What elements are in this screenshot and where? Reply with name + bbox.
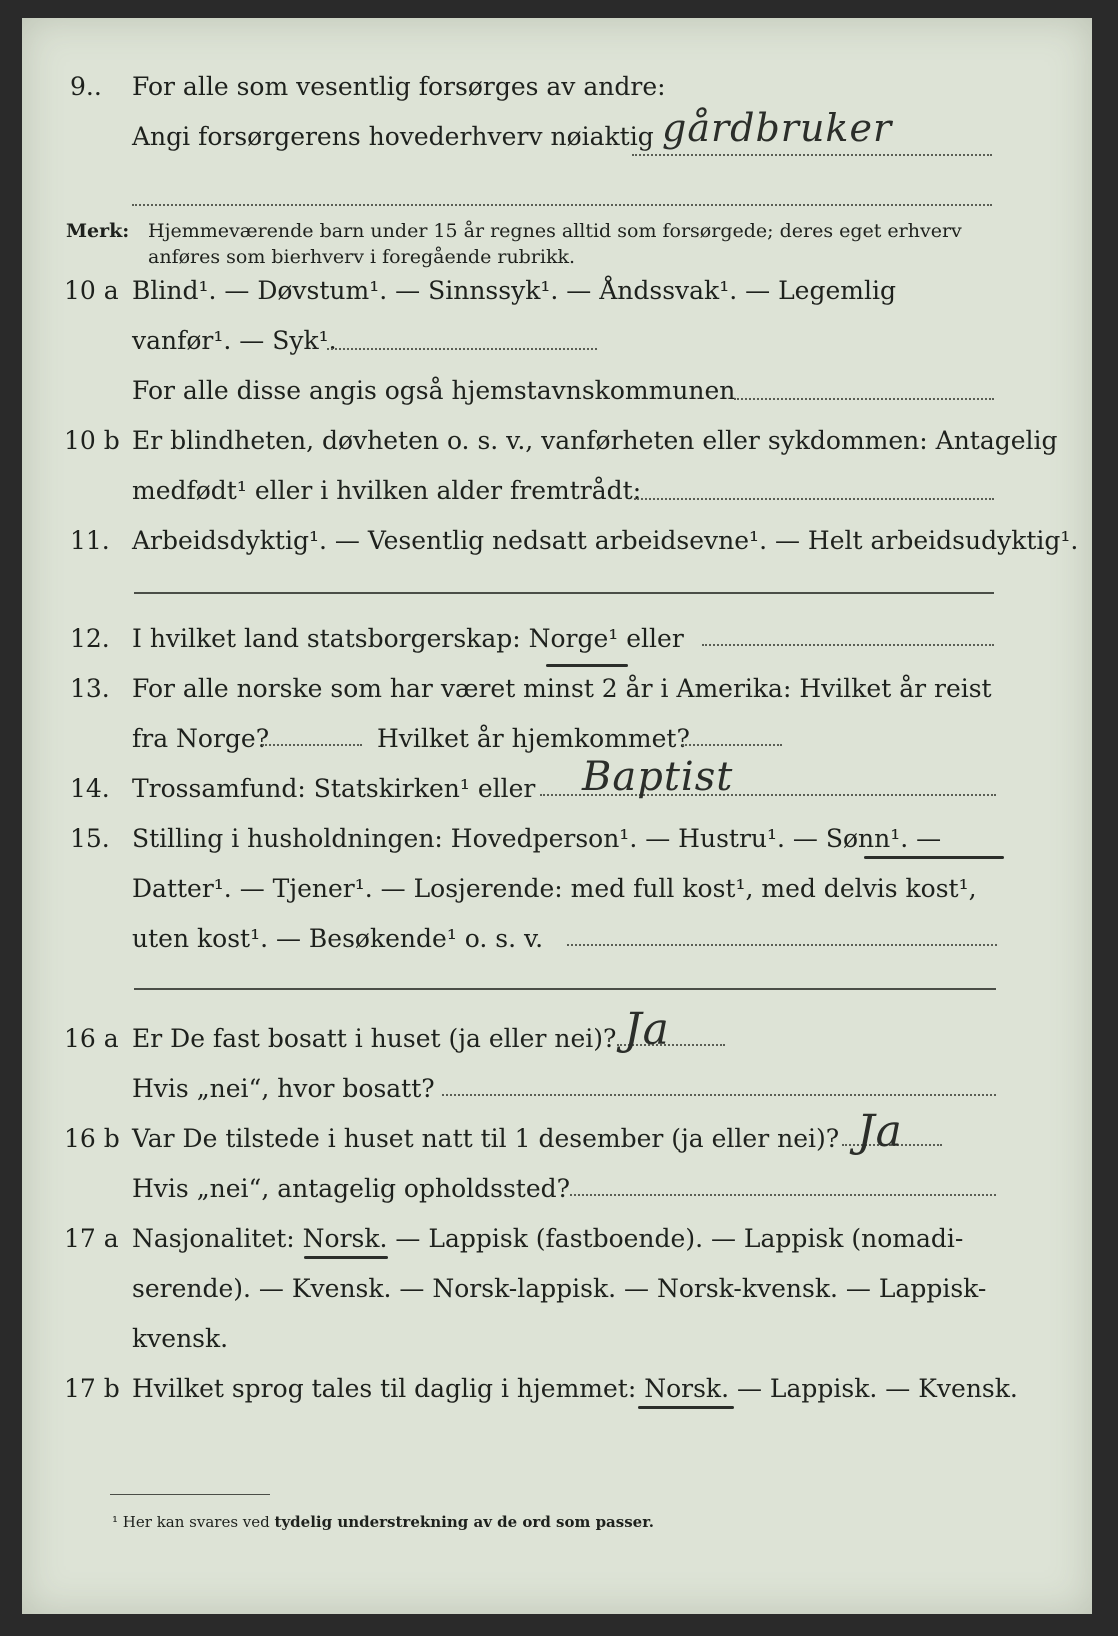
q10a-hjemstavn-line[interactable] (734, 398, 994, 400)
q10b-question-2: medfødt¹ eller i hvilken alder fremtrådt: (132, 476, 642, 505)
census-form-page (22, 18, 1092, 1614)
footnote (112, 1513, 654, 1531)
q16a-number: 16 a (64, 1024, 119, 1053)
q12-number: 12. (70, 624, 110, 653)
q10a-syk-line[interactable] (327, 348, 597, 350)
q13-reist: fra Norge? (132, 724, 270, 753)
footnote-bold-text: tydelig understrekning av de ord som passer. (274, 1513, 654, 1531)
footnote-divider (110, 1494, 270, 1495)
q14-number: 14. (70, 774, 110, 803)
q15-question-2: Datter¹. — Tjener¹. — Losjerende: med full kost¹, med delvis kost¹, (132, 874, 977, 903)
q17a-question-3: kvensk. (132, 1324, 229, 1353)
q16a-handwritten-answer: Ja (624, 1004, 670, 1055)
q13-hjemkommet-line[interactable] (682, 744, 782, 746)
q9-question-2: Angi forsørgerens hovederhverv nøiaktig (132, 122, 654, 151)
q16b-handwritten-answer: Ja (857, 1106, 903, 1157)
q17a-question: Nasjonalitet: Norsk. — Lappisk (fastboende). — Lappisk (nomadi- (132, 1224, 964, 1253)
q9-question: For alle som vesentlig forsørges av andre: (132, 72, 666, 101)
q10a-question-2: vanfør¹. — Syk¹. (132, 326, 337, 355)
q12-answer-line[interactable] (702, 644, 994, 646)
q15-number: 15. (70, 824, 110, 853)
merk-label: Merk: (66, 220, 130, 242)
footnote-text: Her kan svares ved (122, 1513, 270, 1531)
q13-question: For alle norske som har været minst 2 år i Amerika: Hvilket år reist (132, 674, 992, 703)
q11-question: Arbeidsdyktig¹. — Vesentlig nedsatt arbeidsevne¹. — Helt arbeidsudyktig¹. (132, 526, 1079, 555)
q12-norge-underline (546, 664, 628, 667)
q10a-number: 10 a (64, 276, 119, 305)
q17b-number: 17 b (64, 1374, 120, 1403)
q16a-bosatt-line[interactable] (442, 1094, 996, 1096)
q9-answer-line[interactable] (632, 154, 992, 156)
q16b-question-2: Hvis „nei“, antagelig opholdssted? (132, 1174, 571, 1203)
q9-number: 9.. (70, 72, 102, 101)
merk-text-1: Hjemmeværende barn under 15 år regnes alltid som forsørgede; deres eget erhverv (148, 220, 962, 242)
q14-question: Trossamfund: Statskirken¹ eller (132, 774, 536, 803)
q16b-opholdssted-line[interactable] (570, 1194, 996, 1196)
q10b-number: 10 b (64, 426, 120, 455)
q13-number: 13. (70, 674, 110, 703)
q17b-norsk-underline (638, 1406, 734, 1409)
q12-question: I hvilket land statsborgerskap: Norge¹ eller (132, 624, 684, 653)
merk-text-2: anføres som bierhverv i foregående rubrikk. (148, 246, 576, 268)
q17a-question-2: serende). — Kvensk. — Norsk-lappisk. — Norsk-kvensk. — Lappisk- (132, 1274, 987, 1303)
q10a-question: Blind¹. — Døvstum¹. — Sinnssyk¹. — Åndssvak¹. — Legemlig (132, 276, 896, 305)
q14-handwritten-answer: Baptist (582, 754, 734, 800)
q16b-question: Var De tilstede i huset natt til 1 desember (ja eller nei)? (132, 1124, 840, 1153)
q15-extra-line[interactable] (134, 988, 996, 990)
q11-number: 11. (70, 526, 110, 555)
q9-handwritten-answer: gårdbruker (662, 106, 893, 150)
q17b-question: Hvilket sprog tales til daglig i hjemmet: Norsk. — Lappisk. — Kvensk. (132, 1374, 1018, 1403)
q15-answer-line[interactable] (567, 944, 997, 946)
q17a-number: 17 a (64, 1224, 119, 1253)
q10a-question-3: For alle disse angis også hjemstavnskommunen (132, 376, 736, 405)
q9-extra-line[interactable] (132, 204, 992, 206)
q16b-number: 16 b (64, 1124, 120, 1153)
q15-question-3: uten kost¹. — Besøkende¹ o. s. v. (132, 924, 544, 953)
q17a-norsk-underline (304, 1256, 388, 1259)
q15-question: Stilling i husholdningen: Hovedperson¹. — Hustru¹. — Sønn¹. — (132, 824, 942, 853)
q13-hjemkommet: Hvilket år hjemkommet? (377, 724, 690, 753)
q16a-question: Er De fast bosatt i huset (ja eller nei)? (132, 1024, 617, 1053)
q13-reist-line[interactable] (262, 744, 362, 746)
q10b-question: Er blindheten, døvheten o. s. v., vanførheten eller sykdommen: Antagelig (132, 426, 1058, 455)
footnote-mark: ¹ (112, 1513, 119, 1531)
q16a-question-2: Hvis „nei“, hvor bosatt? (132, 1074, 435, 1103)
q15-sonn-underline (864, 856, 1004, 859)
q10b-answer-line[interactable] (634, 498, 994, 500)
q11-answer-line[interactable] (134, 592, 994, 594)
